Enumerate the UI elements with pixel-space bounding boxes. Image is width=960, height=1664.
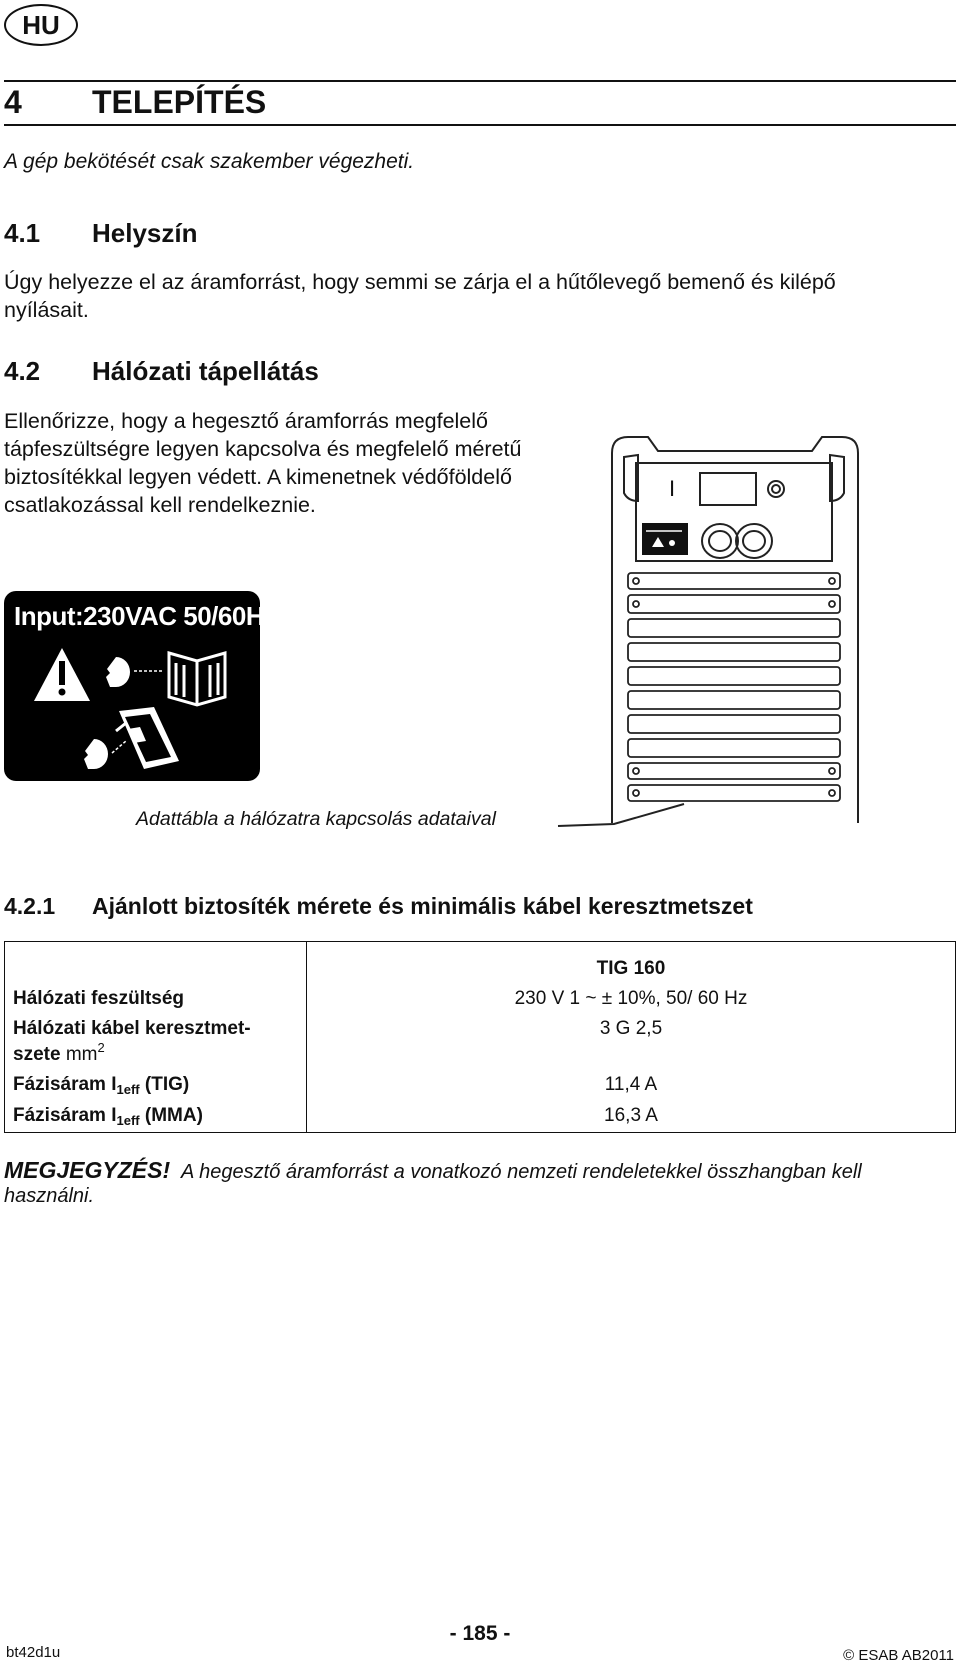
subsection-heading-location [4, 218, 198, 249]
subsection-title: Ajánlott biztosíték mérete és minimális kábel keresztmetszet [92, 893, 753, 919]
note-paragraph [4, 1158, 944, 1208]
section-heading [4, 84, 266, 121]
row-value: 11,4 A [307, 1070, 956, 1101]
head-icon [106, 657, 130, 687]
manual-book-icon [169, 653, 225, 705]
ventilation-louvers [628, 573, 840, 801]
connector-left [702, 524, 738, 558]
page-number: - 185 - [449, 1622, 511, 1645]
table-row [5, 984, 956, 1014]
section-intro: A gép bekötését csak szakember végezheti. [4, 150, 415, 173]
note-keyword: MEGJEGYZÉS! [4, 1157, 171, 1183]
row-label: Hálózati feszültség [5, 984, 307, 1014]
location-paragraph: Úgy helyezze el az áramforrást, hogy semmi se zárja el a hűtőlevegő bemenő és kilépő nyílásait. [4, 270, 836, 322]
fuse-cable-table [4, 941, 956, 1133]
row-value: 3 G 2,5 [307, 1014, 956, 1070]
indicator-lamp [768, 481, 784, 497]
header-rule-bottom [4, 124, 956, 126]
header-rule-top [4, 80, 956, 82]
language-badge: HU [4, 4, 78, 46]
subsection-heading-mains [4, 356, 319, 387]
machine-outline [612, 437, 858, 823]
table-row [5, 1014, 956, 1070]
subsection-title: Helyszín [92, 218, 198, 248]
table-row [5, 1070, 956, 1101]
column-header: TIG 160 [307, 942, 956, 985]
note-text: A hegesztő áramforrást a vonatkozó nemzeti rendeletekkel összhangban kell használni. [4, 1161, 862, 1207]
welding-machine-drawing [606, 433, 862, 823]
subsection-number: 4.2 [4, 356, 41, 386]
section-title: TELEPÍTÉS [92, 84, 267, 120]
table-header-row [5, 942, 956, 985]
table-row [5, 1101, 956, 1133]
row-label: Hálózati kábel keresztmet- szete $mm^2$ [5, 1014, 307, 1070]
head-icon [84, 739, 108, 769]
rating-label-image [4, 591, 277, 781]
mains-switch-mark: I [669, 476, 676, 501]
subsection-number: 4.1 [4, 218, 41, 248]
figure-caption: Adattábla a hálózatra kapcsolás adataival [136, 808, 496, 830]
copyright: © ESAB AB2011 [843, 1647, 954, 1664]
connector-right [736, 524, 772, 558]
plug-device-icon [116, 707, 179, 769]
subsection-title: Hálózati tápellátás [92, 356, 319, 386]
machine-rating-plate [642, 523, 688, 555]
rating-label-text: Input:230VAC 50/60Hz [14, 601, 277, 631]
row-label: Fázisáram $I_{1eff}$ (TIG) [5, 1070, 307, 1101]
mains-paragraph: Ellenőrizze, hogy a hegesztő áramforrás megfelelő tápfeszültségre legyen kapcsolva és megfelelő méretű biztosítékkal legyen védett. A kimenetnek védőföldelő csatlakozással kell rendelkeznie. [4, 409, 522, 517]
display-window [700, 473, 756, 505]
caption-leader-line [556, 800, 686, 828]
subsection-heading-fuse [4, 893, 753, 920]
section-number: 4 [4, 84, 22, 120]
row-value: 16,3 A [307, 1101, 956, 1133]
warning-triangle-icon [34, 648, 90, 701]
row-value: 230 V 1 ~ ± 10%, 50/ 60 Hz [307, 984, 956, 1014]
document-id: bt42d1u [6, 1644, 61, 1661]
subsection-number: 4.2.1 [4, 893, 56, 919]
row-label: Fázisáram $I_{1eff}$ (MMA) [5, 1101, 307, 1133]
